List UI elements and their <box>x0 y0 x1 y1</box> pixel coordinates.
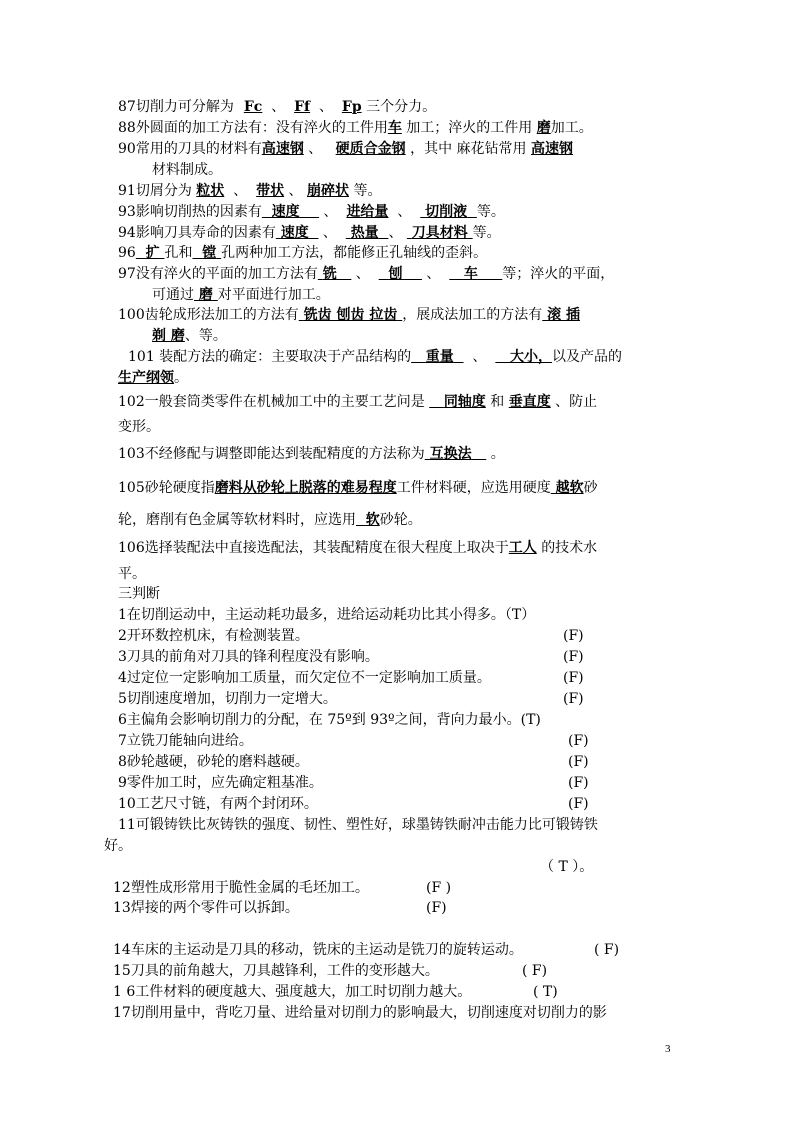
question-106: 106选择装配法中直接选配法，其装配精度在很大程度上取决于工人 的技术水 <box>118 540 598 556</box>
judge-item: 13焊接的两个零件可以拆卸。 <box>113 900 299 916</box>
judge-answer: (F) <box>568 796 589 812</box>
answer-ff: Ff <box>294 99 311 115</box>
answer-fc: Fc <box>243 99 263 115</box>
judge-item: 11可锻铸铁比灰铸铁的强度、韧性、塑性好，球墨铸铁耐冲击能力比可锻铸铁 <box>118 817 598 833</box>
question-93: 93影响切削热的因素有 速度 、 进给量 、 切削液 等。 <box>118 204 505 220</box>
question-106-cont: 平。 <box>118 566 146 582</box>
answer-fp: Fp <box>341 99 362 115</box>
judge-item: 9零件加工时，应先确定粗基准。 <box>118 775 323 791</box>
judge-answer: (F ) <box>426 880 452 896</box>
judge-answer: (F) <box>568 775 589 791</box>
page-number: 3 <box>665 1043 671 1055</box>
judge-answer: (F) <box>568 754 589 770</box>
judge-answer: (F) <box>568 733 589 749</box>
judge-answer: （ T ）。 <box>540 859 594 875</box>
judge-item: 15刀具的前角越大，刀具越锋利，工件的变形越大。 <box>113 963 439 979</box>
question-91: 91切屑分为 粒状 、 带状 、 崩碎状 等。 <box>118 183 382 199</box>
judge-item: 8砂轮越硬，砂轮的磨料越硬。 <box>118 754 309 770</box>
question-102: 102一般套筒类零件在机械加工中的主要工艺问是 同轴度 和 垂直度 、防止 <box>118 394 598 410</box>
judge-answer: (F) <box>563 670 584 686</box>
question-100-cont: 剃 磨、等。 <box>152 328 227 344</box>
judge-item: 1 6工件材料的硬度越大、强度越大，加工时切削力越大。 <box>113 984 472 1000</box>
judge-answer: (F) <box>563 628 584 644</box>
question-88: 88外圆面的加工方法有：没有淬火的工件用车 加工；淬火的工件用 磨加工。 <box>118 120 593 136</box>
judge-item: 1在切削运动中，主运动耗功最多，进给运动耗功比其小得多。（T） <box>118 607 536 623</box>
question-96: 96 扩 孔和 镗 孔两种加工方法，都能修正孔轴线的歪斜。 <box>118 245 488 261</box>
judge-item: 5切削速度增加，切削力一定增大。 <box>118 691 337 707</box>
question-97: 97没有淬火的平面的加工方法有 铣 、 刨 、 车 等；淬火的平面， <box>118 266 615 282</box>
section-title: 三判断 <box>118 586 160 602</box>
question-105-cont: 轮，磨削有色金属等软材料时，应选用 软砂轮。 <box>118 512 422 528</box>
judge-answer: (F) <box>426 900 447 916</box>
question-90-cont: 材料制成。 <box>152 162 222 178</box>
judge-item: 6主偏角会影响切削力的分配，在 75º到 93º之间，背向力最小。(T) <box>118 712 541 728</box>
question-87: 87切削力可分解为 Fc 、 Ff 、 Fp 三个分力。 <box>118 99 437 115</box>
judge-item: 17切削用量中，背吃刀量、进给量对切削力的影响最大，切削速度对切削力的影 <box>113 1005 607 1021</box>
judge-answer: ( F) <box>594 942 620 958</box>
question-101: 101 装配方法的确定：主要取决于产品结构的 重量 、 大小，以及产品的 <box>128 349 622 365</box>
question-94: 94影响刀具寿命的因素有 速度 、 热量 、 刀具材料 等。 <box>118 225 501 241</box>
question-90: 90常用的刀具的材料有高速钢 、 硬质合金钢 ，其中 麻花钻常用 高速钢 <box>118 141 573 157</box>
question-101-cont: 生产纲领。 <box>118 370 188 386</box>
question-102-cont: 变形。 <box>118 419 160 435</box>
judge-answer: ( T) <box>533 984 558 1000</box>
question-100: 100齿轮成形法加工的方法有 铣齿 刨齿 拉齿 ，展成法加工的方法有 滚 插 <box>118 307 580 323</box>
question-97-cont: 可通过 磨 对平面进行加工。 <box>152 287 330 303</box>
judge-item: 7立铣刀能轴向进给。 <box>118 733 253 749</box>
judge-item: 12塑性成形常用于脆性金属的毛坯加工。 <box>113 880 369 896</box>
judge-item: 10工艺尺寸链，有两个封闭环。 <box>118 796 318 812</box>
judge-item: 14车床的主运动是刀具的移动，铣床的主运动是铣刀的旋转运动。 <box>113 942 523 958</box>
judge-item: 3刀具的前角对刀具的锋利程度没有影响。 <box>118 649 379 665</box>
question-103: 103不经修配与调整即能达到装配精度的方法称为 互换法 。 <box>118 446 505 462</box>
judge-answer: (F) <box>563 649 584 665</box>
judge-item: 2开环数控机床，有检测装置。 <box>118 628 309 644</box>
question-105: 105砂轮硬度指磨料从砂轮上脱落的难易程度工件材料硬，应选用硬度 越软砂 <box>118 480 598 496</box>
judge-item-cont: 好。 <box>104 838 132 854</box>
judge-item: 4过定位一定影响加工质量，而欠定位不一定影响加工质量。 <box>118 670 491 686</box>
judge-answer: ( F) <box>522 963 548 979</box>
judge-answer: (F) <box>563 691 584 707</box>
